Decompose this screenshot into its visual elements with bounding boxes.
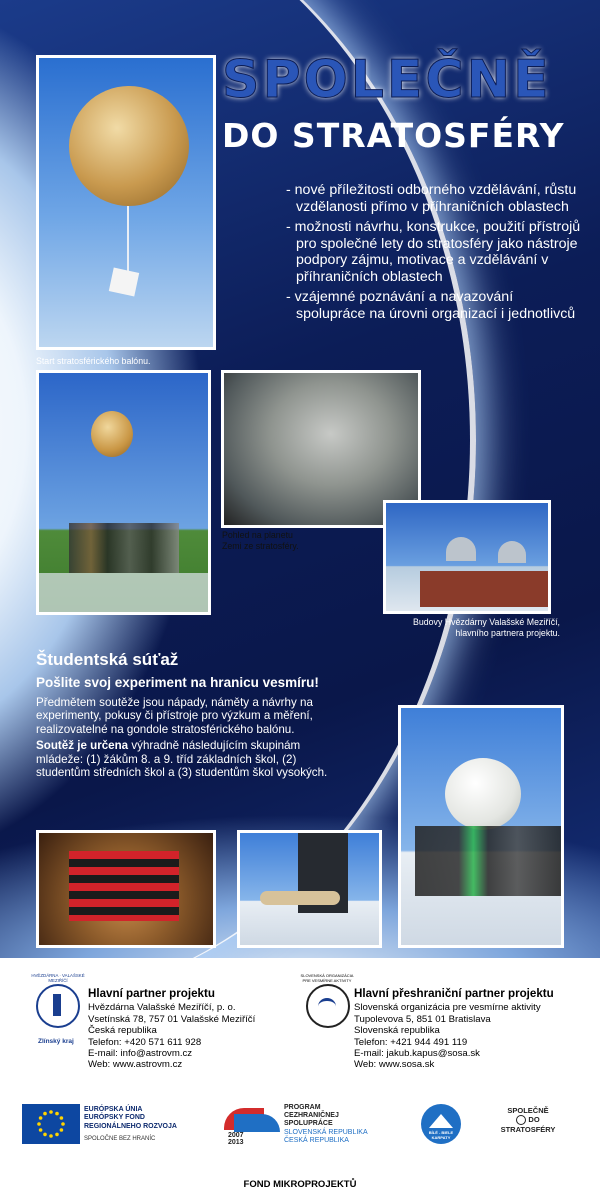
contest-para2 (36, 739, 336, 779)
partner-main-line: Hvězdárna Valašské Meziříčí, p. o. (88, 1002, 236, 1014)
photo-observatory (383, 500, 551, 614)
contest-para2-rest: výhradně následujícím skupinám mládeže: (1) žákům 8. a 9. tříd základních škol, (2) studentům středních škol a (3) studentům škol vysokých. (36, 739, 328, 780)
contest-subheading: Pošlite svoj experiment na hranicu vesmíru! (36, 675, 319, 690)
partner-main-line: Česká republika (88, 1025, 157, 1037)
eu-line: EURÓPSKA ÚNIA (84, 1106, 143, 1113)
bullet-item: - možnosti návrhu, konstrukce, použití přístrojů pro společné lety do stratosféry jako nástroje podpory zájmu, motivace a vzdělávání v příhraničních oblastech (286, 219, 581, 285)
photo-electronics (36, 830, 216, 948)
program-logo-blue (234, 1114, 280, 1132)
karpaty-logo-mountain (429, 1114, 453, 1128)
footer (0, 958, 600, 1195)
spolecne-moon-icon (516, 1115, 526, 1125)
partner-main-phone: Telefon: +420 571 611 928 (88, 1036, 202, 1048)
people-group (415, 826, 561, 896)
bullet-list (286, 182, 586, 326)
program-line: CEZHRANIČNEJ (284, 1112, 339, 1120)
photo-winter-launch (398, 705, 564, 948)
program-line: SPOLUPRÁCE (284, 1120, 333, 1128)
karpaty-logo-icon (421, 1104, 461, 1144)
sosa-logo-swoosh (318, 998, 336, 1015)
partner-main-heading: Hlavní partner projektu (88, 987, 215, 1000)
payload-ring (260, 891, 340, 905)
karpaty-logo-text: BÍLÉ - BIELE KARPATY (428, 1130, 454, 1140)
partner-main-block (88, 988, 288, 1071)
photo-balloon-launch (36, 55, 216, 350)
photo-winter-payload (237, 830, 382, 948)
caption-launch: Start stratosférického balónu. (36, 356, 151, 366)
partner-cross-email[interactable]: E-mail: jakub.kapus@sosa.sk (354, 1048, 480, 1060)
gondola (109, 268, 139, 297)
partner-main-email[interactable]: E-mail: info@astrovm.cz (88, 1048, 193, 1060)
program-logo-years (228, 1132, 244, 1146)
balloon-shape (69, 86, 189, 206)
program-logo-icon (224, 1106, 280, 1146)
building (420, 571, 548, 607)
partner-cross-line: Tupolevova 5, 851 01 Bratislava (354, 1013, 491, 1025)
eu-line: EURÓPSKY FOND (84, 1114, 145, 1122)
partner-cross-heading: Hlavní přeshraniční partner projektu (354, 987, 554, 1000)
bullet-item: - vzájemné poznávání a navazování spolupráce na úrovni organizací i jednotlivců (286, 289, 576, 322)
circuit-stack (69, 851, 179, 921)
caption-earth: Pohled na planetu Zemi ze stratosféry. (222, 530, 299, 551)
contest-para2-bold: Soutěž je určena (36, 739, 129, 753)
spolecne-line (498, 1115, 558, 1125)
program-country: ČESKÁ REPUBLIKA (284, 1136, 349, 1144)
partner-cross-web[interactable]: Web: www.sosa.sk (354, 1059, 435, 1071)
partner-cross-line: Slovenská organizácia pre vesmírne aktivity (354, 1002, 541, 1014)
partner-cross-line: Slovenská republika (354, 1025, 440, 1037)
bullet-item: - nové příležitosti odborného vzdělávání, růstu vzdělanosti přímo v příhraničních oblastech (286, 182, 577, 215)
eu-text (84, 1106, 177, 1144)
partner-main-line: Vsetínská 78, 757 01 Valašské Meziříčí (88, 1013, 256, 1025)
caption-observatory: Budovy Hvězdárny Valašské Meziříčí, hlavního partnera projektu. (413, 617, 560, 638)
eu-motto: SPOLOČNE BEZ HRANÍC (84, 1136, 156, 1143)
tarp (39, 573, 211, 613)
partner-cross-phone: Telefon: +421 944 491 119 (354, 1036, 468, 1048)
program-year: 2013 (228, 1139, 244, 1146)
zlin-region-logo: Zlínský kraj (38, 1038, 74, 1045)
people-group (69, 523, 179, 573)
eu-flag-icon (22, 1104, 80, 1144)
sosa-logo-icon (306, 984, 350, 1028)
eu-line: REGIONÁLNEHO ROZVOJA (84, 1122, 177, 1130)
astrovm-logo-star (53, 994, 61, 1016)
contest-section (36, 650, 396, 779)
balloon-shape (91, 411, 133, 457)
fund-label: FOND MIKROPROJEKTŮ (243, 1179, 357, 1190)
dome (498, 541, 526, 563)
dome (446, 537, 476, 561)
title-line1: SPOLEČNĚ (222, 50, 552, 110)
astrovm-logo-text: HVĚZDÁRNA · VALAŠSKÉ MEZIŘÍČÍ (31, 973, 85, 983)
partner-cross-block (354, 988, 584, 1071)
spolecne-line: STRATOSFÉRY (500, 1125, 556, 1135)
sosa-logo-text: SLOVENSKÁ ORGANIZÁCIA PRE VESMÍRNE AKTIVITY (300, 973, 354, 983)
eu-stars-icon (22, 1104, 80, 1144)
photo-balloon-field (36, 370, 211, 615)
program-line: PROGRAM (284, 1104, 321, 1111)
program-year: 2007 (228, 1132, 244, 1139)
program-text (284, 1104, 368, 1145)
astrovm-logo-icon (36, 984, 80, 1028)
program-country: SLOVENSKÁ REPUBLIKA (284, 1128, 368, 1136)
partner-main-web[interactable]: Web: www.astrovm.cz (88, 1059, 183, 1071)
contest-para1: Předmětem soutěže jsou nápady, náměty a návrhy na experimenty, pokusy či přístroje pro výzkum a měření, realizovatelné na gondole stratosférického balónu. (36, 696, 313, 736)
balloon-shape (445, 758, 521, 830)
contest-heading: Študentská súťaž (36, 650, 179, 669)
spolecne-line: SPOLEČNĚ (507, 1106, 549, 1115)
spolecne-do: DO (528, 1115, 540, 1124)
title-line2: DO STRATOSFÉRY (222, 116, 565, 155)
spolecne-logo (498, 1106, 558, 1134)
